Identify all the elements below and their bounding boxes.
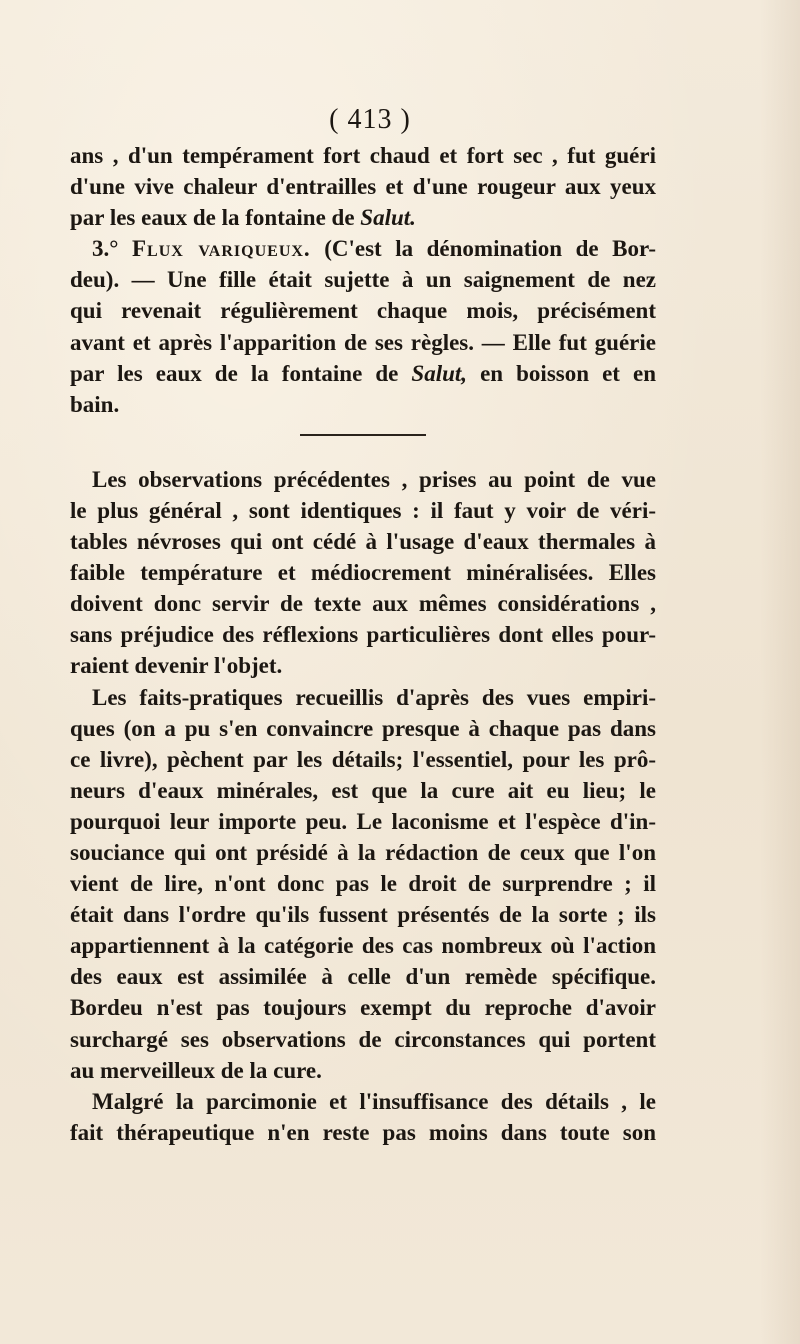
page-number: ( 413 ): [329, 104, 411, 135]
italic-place-name: Salut,: [411, 360, 468, 386]
text-line: le plus général , sont identiques : il faut y voir de véri-: [70, 497, 656, 523]
page-body: [70, 140, 656, 1148]
text-line: tables névroses qui ont cédé à l'usage d'eaux thermales à: [70, 529, 656, 555]
text-line: faible température et médiocrement minéralisées. Elles: [70, 560, 656, 586]
text-line: neurs d'eaux minérales, est que la cure ait eu lieu; le: [70, 777, 656, 803]
item-heading: Flux variqueux.: [131, 236, 311, 262]
text-line: Les observations précédentes , prises au point de vue: [92, 466, 656, 492]
text-line: ques (on a pu s'en convaincre presque à chaque pas dans: [70, 715, 656, 741]
item-number: 3.°: [92, 236, 132, 262]
section-divider: [300, 434, 426, 436]
text-line: fait thérapeutique n'en reste pas moins dans toute son: [70, 1119, 656, 1145]
italic-place-name: Salut.: [360, 205, 416, 231]
text-line: qui revenait régulièrement chaque mois, précisément: [70, 298, 656, 324]
text-line: appartiennent à la catégorie des cas nombreux où l'action: [70, 933, 656, 959]
text-line: ce livre), pèchent par les détails; l'essentiel, pour les prô-: [70, 746, 656, 772]
page-edge-shadow: [760, 0, 800, 1344]
text-line: au merveilleux de la cure.: [70, 1057, 322, 1083]
text-line: doivent donc servir de texte aux mêmes considérations ,: [70, 591, 656, 617]
text-line: d'une vive chaleur d'entrailles et d'une rougeur aux yeux: [70, 174, 656, 200]
text-line: surchargé ses observations de circonstances qui portent: [70, 1026, 656, 1052]
text-line: bain.: [70, 391, 120, 417]
text-run: en boisson et en: [467, 360, 656, 386]
text-line: vient de lire, n'ont donc pas le droit de surprendre ; il: [70, 871, 656, 897]
text-line: sans préjudice des réflexions particulières dont elles pour-: [70, 622, 656, 648]
text-line: [70, 202, 656, 233]
text-line: deu). — Une fille était sujette à un saignement de nez: [70, 267, 656, 293]
text-line: ans , d'un tempérament fort chaud et fort sec , fut guéri: [70, 143, 656, 168]
text-line: Malgré la parcimonie et l'insuffisance des détails , le: [92, 1088, 656, 1114]
text-line: pourquoi leur importe peu. Le laconisme et l'espèce d'in-: [70, 808, 656, 834]
text-line: était dans l'ordre qu'ils fussent présentés de la sorte ; ils: [70, 902, 656, 928]
text-line: Les faits-pratiques recueillis d'après des vues empiri-: [92, 684, 656, 710]
text-line: souciance qui ont présidé à la rédaction de ceux que l'on: [70, 839, 656, 865]
text-line: avant et après l'apparition de ses règles. — Elle fut guérie: [70, 329, 656, 355]
text-line: [70, 358, 656, 389]
text-line: Bordeu n'est pas toujours exempt du reproche d'avoir: [70, 995, 656, 1021]
text-run: par les eaux de la fontaine de: [70, 205, 361, 231]
text-line: [70, 233, 656, 264]
text-line: raient devenir l'objet.: [70, 653, 283, 679]
text-line: des eaux est assimilée à celle d'un remède spécifique.: [70, 964, 656, 990]
text-run: (C'est la dénomination de Bor-: [310, 236, 656, 262]
text-run: par les eaux de la fontaine de: [70, 360, 412, 386]
